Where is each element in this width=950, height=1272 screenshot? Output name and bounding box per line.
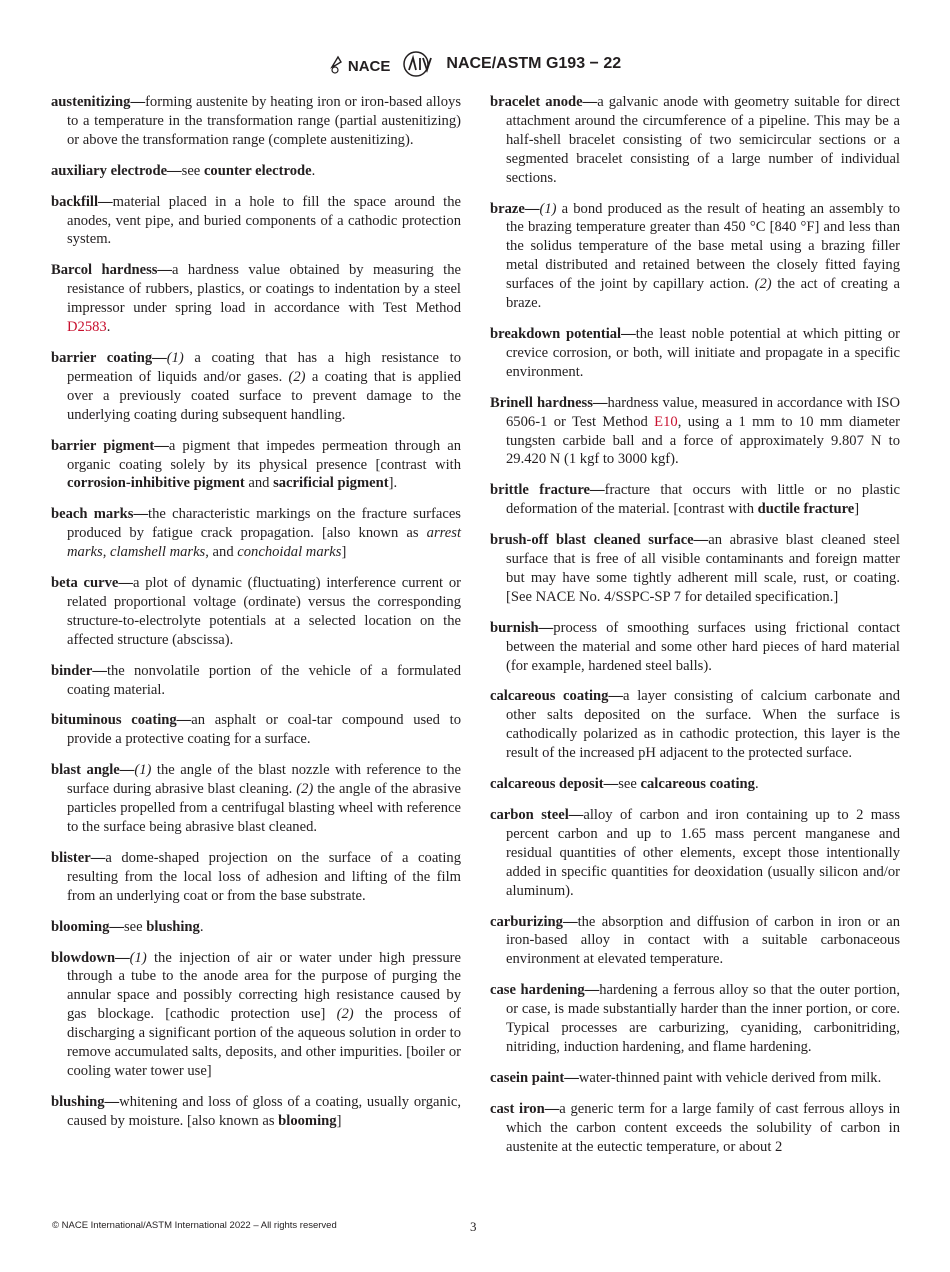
astm-logo-icon (400, 49, 436, 79)
definition-beta-curve: beta curve—a plot of dynamic (fluctuating) interference current or related proportional voltage (ordinate) versus the corresponding structure-to-electrolyte potentials at a selected location on the affected structure (abscissa). (51, 575, 462, 648)
link-d2583[interactable]: D2583 (67, 319, 107, 336)
nace-logo (329, 53, 391, 75)
definition-calcareous-deposit: calcareous deposit—see calcareous coating. (490, 776, 759, 793)
definition-brittle-fracture: brittle fracture—fracture that occurs with little or no plastic deformation of the material. [contrast with ductile fracture] (490, 482, 901, 518)
definition-carbon-steel: carbon steel—alloy of carbon and iron containing up to 2 mass percent carbon and up to 1.65 mass percent manganese and residual quantities of other elements, except those intentionally added in specific quantities for deoxidation (usually silicon and/or aluminum). (490, 807, 900, 899)
definition-casein-paint: casein paint—water-thinned paint with vehicle derived from milk. (490, 1069, 882, 1086)
definition-brush-off-blast-cleaned-surface: brush-off blast cleaned surface—an abrasive blast cleaned steel surface that is free of all visible contaminants and foreign matter but may have some tightly adherent mill scale, rust, or coating. [See NACE No. 4/SSPC-SP 7 for detailed specification.] (490, 532, 900, 605)
copyright-notice: © NACE International/ASTM International 2022 – All rights reserved (52, 1220, 337, 1231)
nace-logo-icon (329, 53, 347, 75)
left-column (51, 93, 461, 1143)
definition-auxiliary-electrode: auxiliary electrode—see counter electrode. (51, 162, 316, 179)
definition-breakdown-potential: breakdown potential—the least noble potential at which pitting or crevice corrosion, or both, will initiate and propagate in a specific environment. (490, 325, 900, 380)
definition-beach-marks: beach marks—the characteristic markings on the fracture surfaces produced by fatigue crack propagation. [also known as arrest marks, clamshell marks, and conchoidal marks] (51, 506, 461, 561)
definition-carburizing: carburizing—the absorption and diffusion of carbon in iron or an iron-based alloy in contact with a suitable carbonaceous environment at elevated temperature. (490, 913, 900, 968)
definition-braze: braze—(1) a bond produced as the result of heating an assembly to the brazing temperature greater than 450 °C [840 °F] and less than the solidus temperature of the base metal using a brazing filler metal distributed and retained between the closely fitted faying surfaces of the joint by capillary action. (2) the act of creating a braze. (490, 200, 900, 312)
definition-bituminous-coating: bituminous coating—an asphalt or coal-tar compound used to provide a protective coating for a surface. (51, 712, 461, 748)
document-title: NACE/ASTM G193 − 22 (446, 55, 622, 72)
link-e10[interactable]: E10 (654, 413, 678, 430)
definition-binder: binder—the nonvolatile portion of the vehicle of a formulated coating material. (51, 662, 461, 698)
definition-blushing: blushing—whitening and loss of gloss of a coating, usually organic, caused by moisture. [also known as blooming] (51, 1093, 461, 1129)
definition-barrier-pigment: barrier pigment—a pigment that impedes permeation through an organic coating solely by its physical presence [contrast with corrosion-inhibitive pigment and sacrificial pigment]. (51, 437, 462, 492)
definition-blooming: blooming—see blushing. (51, 918, 204, 935)
definition-brinell-hardness: Brinell hardness—hardness value, measured in accordance with ISO 6506-1 or Test Method E10, using a 1 mm to 10 mm diameter tungsten carbide ball and a force of approximately 9.807 N to 29.420 N (1 kgf to 3000 kgf). (490, 394, 900, 468)
definition-austenitizing: austenitizing—forming austenite by heating iron or iron-based alloys to a temperature in the transformation range (partial austenitizing) or above the transformation range (complete austenitizing). (51, 94, 461, 148)
definition-cast-iron: cast iron—a generic term for a large family of cast ferrous alloys in which the carbon content exceeds the solubility of carbon in austenite at the eutectic temperature, or about 2 (490, 1100, 900, 1155)
nace-logo-text: NACE (347, 58, 391, 75)
page-number: 3 (470, 1219, 477, 1234)
definition-blast-angle: blast angle—(1) the angle of the blast nozzle with reference to the surface during abrasive blast cleaning. (2) the angle of the abrasive particles propelled from a centrifugal blasting wheel with reference to the surface being abrasive blast cleaned. (51, 762, 461, 835)
page-header (0, 46, 950, 82)
definition-calcareous-coating: calcareous coating—a layer consisting of calcium carbonate and other salts deposited on the surface. When the surface is cathodically polarized as in cathodic protection, this layer is the result of the increased pH adjacent to the protected surface. (490, 688, 900, 762)
definition-blowdown: blowdown—(1) the injection of air or water under high pressure through a tube to the anode area for the purpose of purging the annular space and possibly correcting high resistance caused by gas blockage. [cathodic protection use] (2) the process of discharging a significant portion of the aqueous solution in order to remove accumulated salts, deposits, and other impurities. [boiler or cooling water tower use] (51, 949, 461, 1079)
definition-case-hardening: case hardening—hardening a ferrous alloy so that the outer portion, or case, is made substantially harder than the inner portion, or core. Typical processes are carburizing, cyaniding, carbonitriding, nitriding, induction hardening, and flame hardening. (490, 982, 900, 1055)
definition-blister: blister—a dome-shaped projection on the surface of a coating resulting from the local loss of adhesion and lifting of the film from an underlying coat or from the base substrate. (51, 849, 461, 904)
definition-barcol-hardness: Barcol hardness—a hardness value obtained by measuring the resistance of rubbers, plastics, or coatings to indentation by a steel impressor under spring load in accordance with Test Method D2583. (51, 262, 462, 336)
definition-burnish: burnish—process of smoothing surfaces using frictional contact between the material and some other hard pieces of hard material (for example, hardened steel balls). (490, 619, 900, 674)
definition-bracelet-anode: bracelet anode—a galvanic anode with geometry suitable for direct attachment around the circumference of a pipeline. This may be a half-shell bracelet consisting of two semicircular sections or a segmented bracelet consisting of a large number of individual sections. (490, 94, 900, 186)
definition-backfill: backfill—material placed in a hole to fill the space around the anodes, vent pipe, and buried components of a cathodic protection system. (51, 193, 461, 248)
definition-barrier-coating: barrier coating—(1) a coating that has a high resistance to permeation of liquids and/or gases. (2) a coating that is applied over a previously coated surface to prevent damage to the underlying coating during subsequent handling. (51, 349, 461, 423)
right-column (490, 93, 900, 1169)
